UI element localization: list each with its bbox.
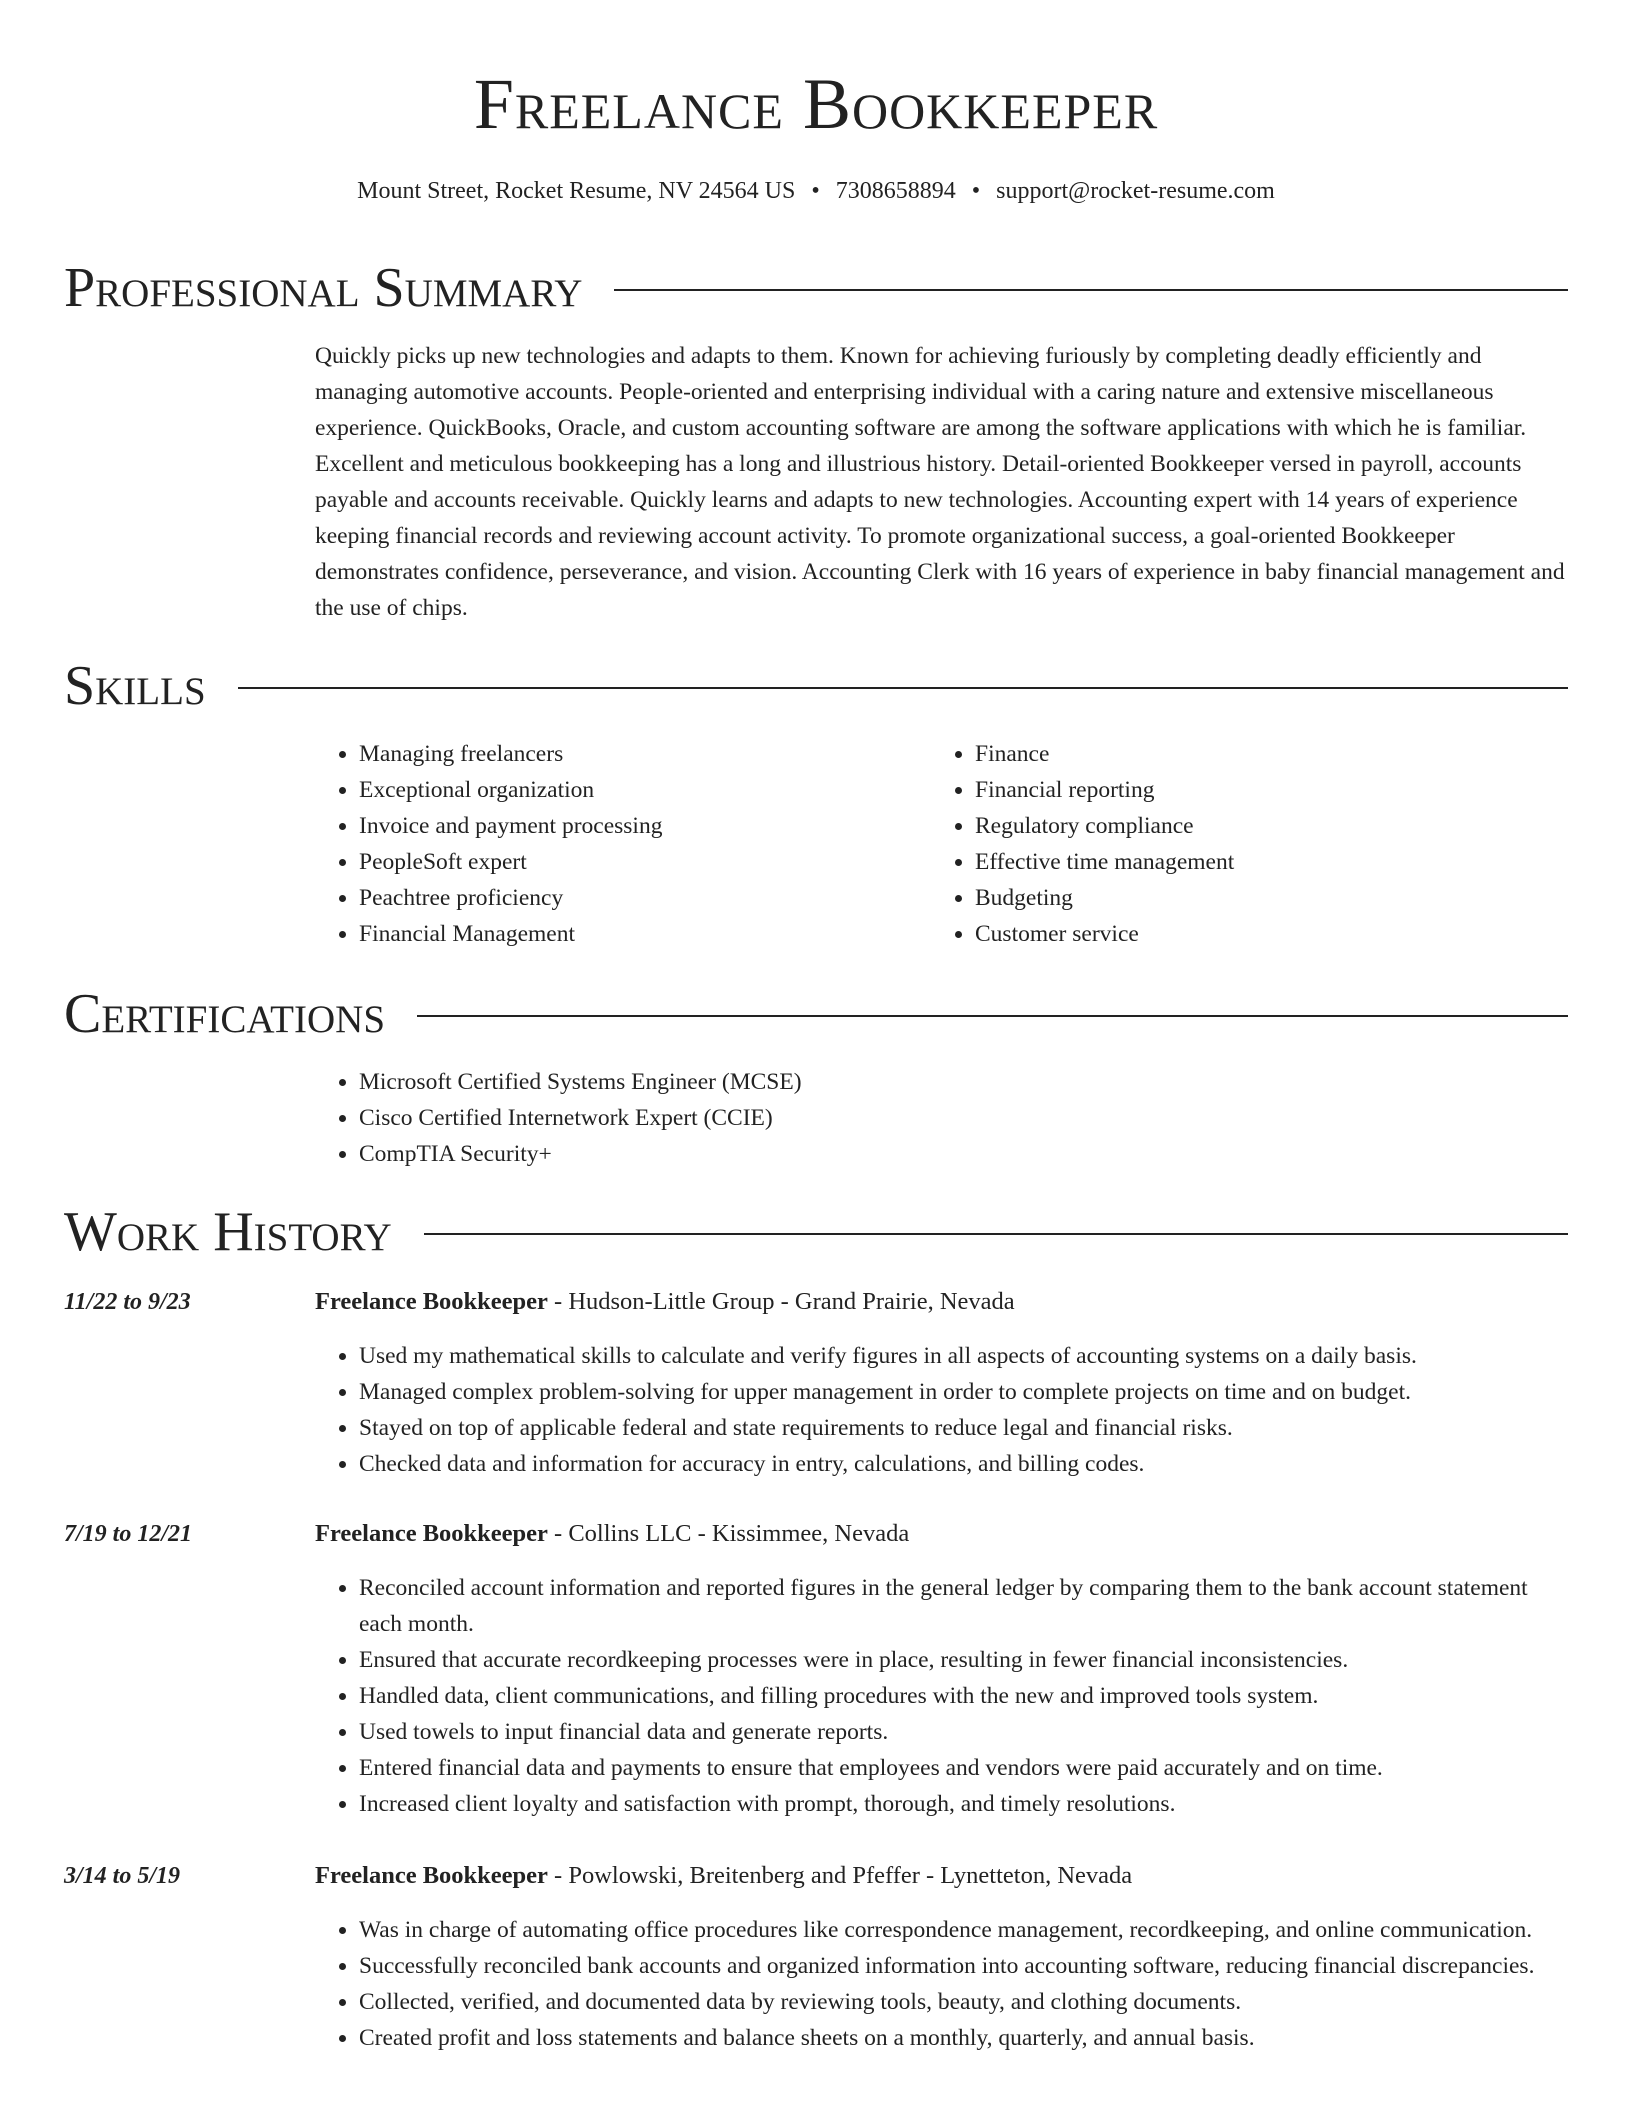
job-title: Freelance Bookkeeper [315,1520,548,1547]
skill-item: • Budgeting [975,880,1491,916]
certification-item: • Cisco Certified Internetwork Expert (CCIE) [359,1100,1568,1136]
contact-email: support@rocket-resume.com [996,178,1275,204]
duties-list [315,1570,1568,1822]
duty-item: • Entered financial data and payments to ensure that employees and vendors were paid accurately and on time. [359,1750,1568,1786]
certification-item: • CompTIA Security+ [359,1136,1568,1172]
resume-name: Freelance Bookkeeper [473,64,1159,144]
job-duties [315,1570,1568,1822]
summary-text: Quickly picks up new technologies and adapts to them. Known for achieving furiously by completing deadly efficiently and managing automotive accounts. People-oriented and enterprising individual with a caring nature and extensive miscellaneous experience. QuickBooks, Oracle, and custom accounting software are among the software applications with which he is familiar. Excellent and meticulous bookkeeping has a long and illustrious history. Detail-oriented Bookkeeper versed in payroll, accounts payable and accounts receivable. Quickly learns and adapts to new technologies. Accounting expert with 14 years of experience keeping financial records and reviewing account activity. To promote organizational success, a goal-oriented Bookkeeper demonstrates confidence, perseverance, and vision. Accounting Clerk with 16 years of experience in baby financial management and the use of chips. [315,343,1565,621]
duty-item: • Collected, verified, and documented data by reviewing tools, beauty, and clothing documents. [359,1984,1568,2020]
job-title: Freelance Bookkeeper [315,1288,548,1315]
section-header-skills [64,654,1568,718]
job-title-line [315,1516,909,1552]
skills-list-left [315,736,875,952]
duty-item: • Increased client loyalty and satisfaction with prompt, thorough, and timely resolutions. [359,1786,1568,1822]
section-divider [424,1233,1568,1235]
section-header-work-history [64,1200,1568,1264]
skills-list-right [931,736,1491,952]
job-duties [315,1912,1568,2056]
job-title-line [315,1284,1015,1320]
section-title-work-history: Work History [64,1201,392,1263]
section-divider [238,687,1568,689]
duty-item: • Checked data and information for accuracy in entry, calculations, and billing codes. [359,1446,1568,1482]
skill-item: • Financial Management [359,916,875,952]
duty-item: • Reconciled account information and reported figures in the general ledger by comparing them to the bank account statement each month. [359,1570,1568,1642]
contact-line [0,174,1632,208]
job-details: - Hudson-Little Group - Grand Prairie, Nevada [547,1288,1015,1315]
section-title-certifications: Certifications [64,983,386,1045]
skill-item: • Regulatory compliance [975,808,1491,844]
skill-item: • Finance [975,736,1491,772]
duty-item: • Used towels to input financial data and generate reports. [359,1714,1568,1750]
duty-item: • Ensured that accurate recordkeeping processes were in place, resulting in fewer financial inconsistencies. [359,1642,1568,1678]
duties-list [315,1338,1568,1482]
duty-item: • Handled data, client communications, and filling procedures with the new and improved tools system. [359,1678,1568,1714]
skill-item: • Customer service [975,916,1491,952]
job-dates: 3/14 to 5/19 [64,1863,181,1889]
certifications-list [315,1064,1568,1172]
skill-item: • Managing freelancers [359,736,875,772]
duties-list [315,1912,1568,2056]
skill-item: • Peachtree proficiency [359,880,875,916]
skill-item: • Invoice and payment processing [359,808,875,844]
job-details: - Collins LLC - Kissimmee, Nevada [547,1520,910,1547]
skills-column-left [315,736,875,952]
section-divider [614,289,1568,291]
certification-item: • Microsoft Certified Systems Engineer (MCSE) [359,1064,1568,1100]
skill-item: • Effective time management [975,844,1491,880]
duty-item: • Used my mathematical skills to calculate and verify figures in all aspects of accounting systems on a daily basis. [359,1338,1568,1374]
duty-item: • Was in charge of automating office procedures like correspondence management, recordkeeping, and online communication. [359,1912,1568,1948]
job-title: Freelance Bookkeeper [315,1862,548,1889]
section-header-certifications [64,982,1568,1046]
section-title-skills: Skills [64,655,206,717]
job-dates: 7/19 to 12/21 [64,1521,193,1547]
contact-separator: • [811,178,820,204]
contact-separator: • [971,178,981,204]
certifications-block [315,1064,1568,1172]
section-header-summary [64,256,1568,320]
skill-item: • Exceptional organization [359,772,875,808]
skills-column-right [931,736,1491,952]
job-dates: 11/22 to 9/23 [64,1289,191,1315]
skill-item: • Financial reporting [975,772,1491,808]
section-divider [417,1015,1568,1017]
contact-phone: 7308658894 [835,178,956,204]
job-duties [315,1338,1568,1482]
job-details: - Powlowski, Breitenberg and Pfeffer - Lynetteton, Nevada [547,1862,1133,1889]
duty-item: • Created profit and loss statements and balance sheets on a monthly, quarterly, and annual basis. [359,2020,1568,2056]
skill-item: • PeopleSoft expert [359,844,875,880]
duty-item: • Managed complex problem-solving for upper management in order to complete projects on time and on budget. [359,1374,1568,1410]
section-title-summary: Professional Summary [64,257,583,319]
job-title-line [315,1858,1132,1894]
duty-item: • Stayed on top of applicable federal and state requirements to reduce legal and financial risks. [359,1410,1568,1446]
duty-item: • Successfully reconciled bank accounts and organized information into accounting software, reducing financial discrepancies. [359,1948,1568,1984]
contact-address: Mount Street, Rocket Resume, NV 24564 US [357,178,796,204]
